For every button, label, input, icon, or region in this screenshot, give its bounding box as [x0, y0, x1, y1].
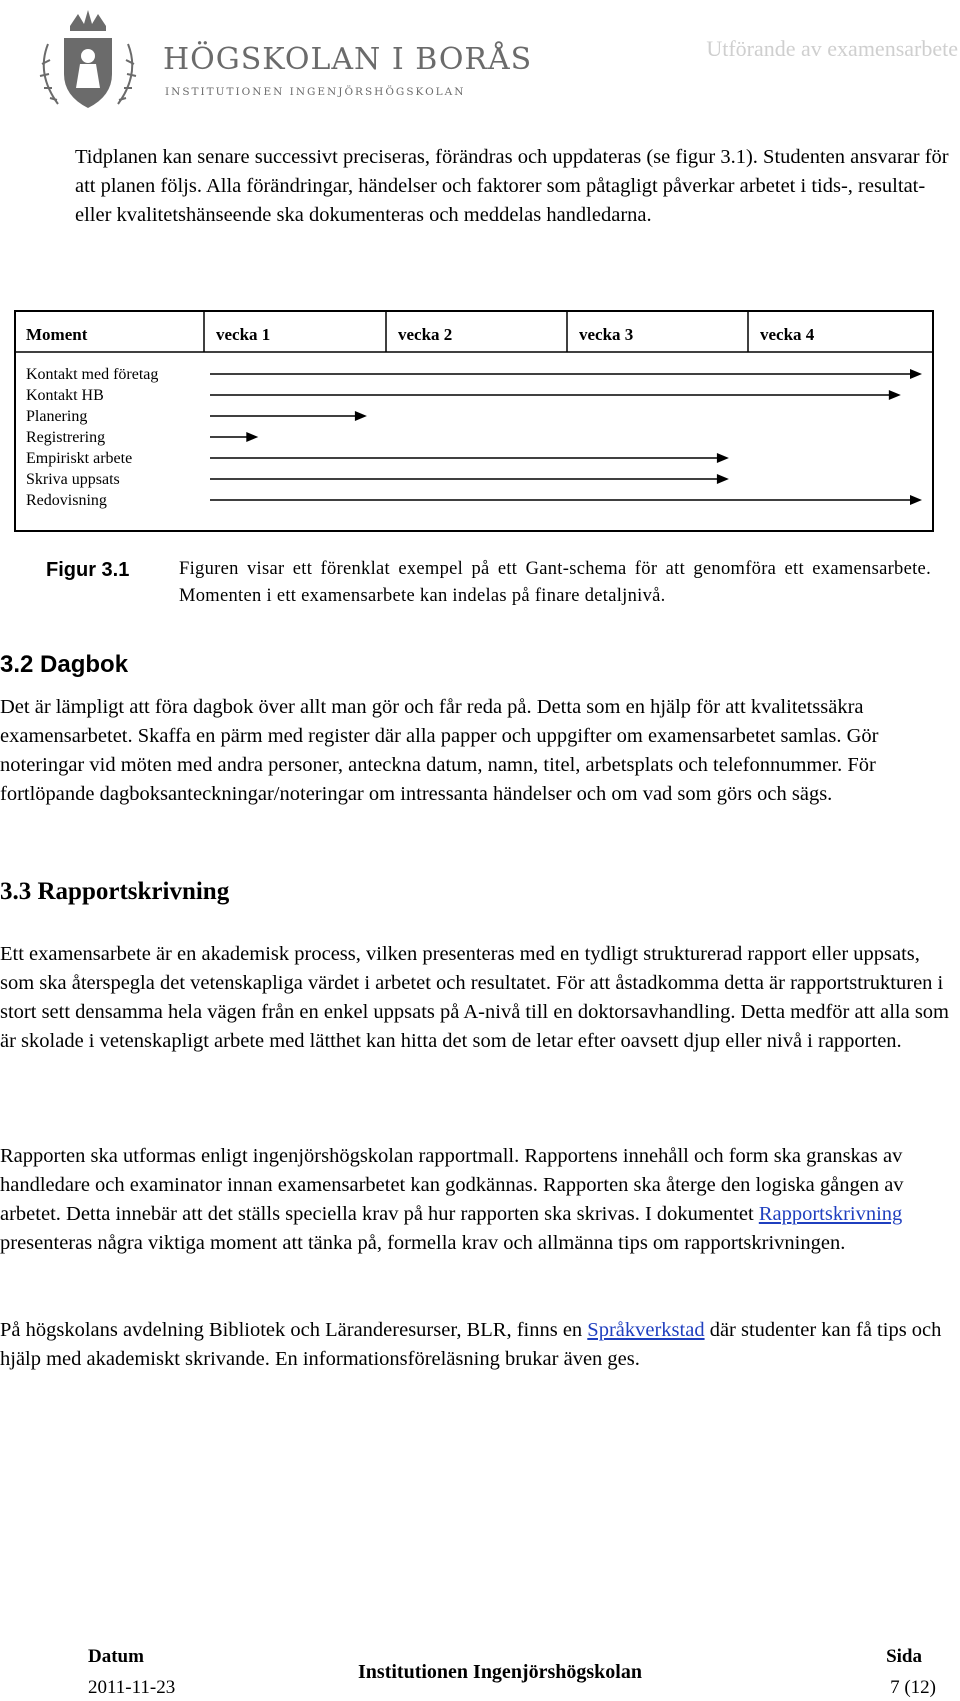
rapport-paragraph-1: Ett examensarbete är en akademisk process, vilken presenteras med en tydligt strukturerad rapport eller uppsats, som ska återspegla det vetenskapliga värdet i arbetet och resultatet. För att åstadkomma detta är rapportstrukturen i stort sett densamma hela vägen från en enkel uppsats på A-nivå till en doktorsavhandling. Detta medför att alla som är skolade i vetenskapligt arbete med lätthet kan hitta det som de letar efter oavsett djup eller nivå i rapporten. [0, 943, 949, 1052]
footer-page-value: 7 (12) [890, 1677, 936, 1698]
gantt-task-label: Redovisning [26, 492, 107, 509]
gantt-svg [14, 310, 934, 532]
rapportskrivning-link[interactable]: Rapportskrivning [758, 1203, 903, 1225]
gantt-task-label: Planering [26, 408, 88, 425]
footer-date-value: 2011-11-23 [88, 1677, 176, 1698]
rapport-paragraph-3-text-a: På högskolans avdelning Bibliotek och Läranderesurser, BLR, finns en [0, 1319, 588, 1341]
gantt-frame [15, 311, 933, 531]
gantt-task-label: Kontakt med företag [26, 366, 159, 383]
footer-date-label: Datum [88, 1646, 144, 1667]
gantt-week-label: vecka 1 [216, 325, 271, 344]
intro-paragraph: Tidplanen kan senare successivt preciseras, förändras och uppdateras (se figur 3.1). Studenten ansvarar för att planen följs. Alla förändringar, händelser och faktorer som påtagligt påverkar arbetet i tids-, resultat- eller kvalitetshänseende ska dokumenteras och meddelas handledarna. [75, 146, 949, 226]
gantt-week-label: vecka 3 [579, 325, 634, 344]
section-heading-rapportskrivning: 3.3 Rapportskrivning [0, 878, 230, 905]
footer-page-label: Sida [886, 1646, 922, 1667]
rapport-paragraph-2-text-a: Rapporten ska utformas enligt ingenjörshögskolan rapportmall. Rapportens innehåll och form ska granskas av handledare och examinator innan examensarbetet kan godkännas. Rapporten ska återge den logiska gången av arbetet. Detta innebär att det ställs speciella krav på hur rapporten ska skrivas. I dokumentet [0, 1145, 904, 1225]
gantt-week-label: vecka 4 [760, 325, 815, 344]
section-heading-dagbok: 3.2 Dagbok [0, 651, 129, 678]
header-title: Utförande av examensarbete [706, 36, 958, 61]
gantt-chart [14, 310, 934, 532]
gantt-task-label: Registrering [26, 429, 106, 446]
rapport-paragraph-2-text-b: presenteras några viktiga moment att tänka på, formella krav och allmänna tips om rapportskrivningen. [0, 1232, 846, 1254]
rapport-paragraph-3-text-b: där studenter kan få tips och hjälp med akademiskt skrivande. En informationsföreläsning brukar även ges. [0, 1319, 942, 1370]
figure-caption: Figuren visar ett förenklat exempel på ett Gant-schema för att genomföra ett examensarbete. Momenten i ett examensarbete kan indelas på finare detaljnivå. [179, 559, 931, 606]
logo [28, 4, 533, 118]
sprakverkstad-link[interactable]: Språkverkstad [587, 1319, 705, 1341]
footer-institution: Institutionen Ingenjörshögskolan [358, 1661, 642, 1683]
rapport-paragraph-3 [0, 1316, 955, 1374]
gantt-column-header: Moment [26, 325, 88, 344]
logo-name: HÖGSKOLAN I BORÅS [163, 42, 533, 77]
gantt-task-label: Skriva uppsats [26, 471, 120, 488]
rapport-paragraph-2 [0, 1142, 955, 1258]
figure-label: Figur 3.1 [46, 559, 130, 581]
gantt-week-label: vecka 2 [398, 325, 453, 344]
gantt-task-label: Empiriskt arbete [26, 450, 133, 467]
logo-subtitle: INSTITUTIONEN INGENJÖRSHÖGSKOLAN [165, 86, 466, 98]
dagbok-paragraph: Det är lämpligt att föra dagbok över allt man gör och får reda på. Detta som en hjälp för att kvalitetssäkra examensarbetet. Skaffa en pärm med register där alla papper och uppgifter om examensarbetet samlas. Gör noteringar vid möten med andra personer, anteckna datum, namn, titel, arbetsplats och telefonnummer. För fortlöpande dagboksanteckningar/noteringar om intressanta händelser och om vad som görs och sägs. [0, 696, 879, 805]
gantt-task-label: Kontakt HB [26, 387, 104, 404]
university-seal-icon [28, 4, 148, 118]
